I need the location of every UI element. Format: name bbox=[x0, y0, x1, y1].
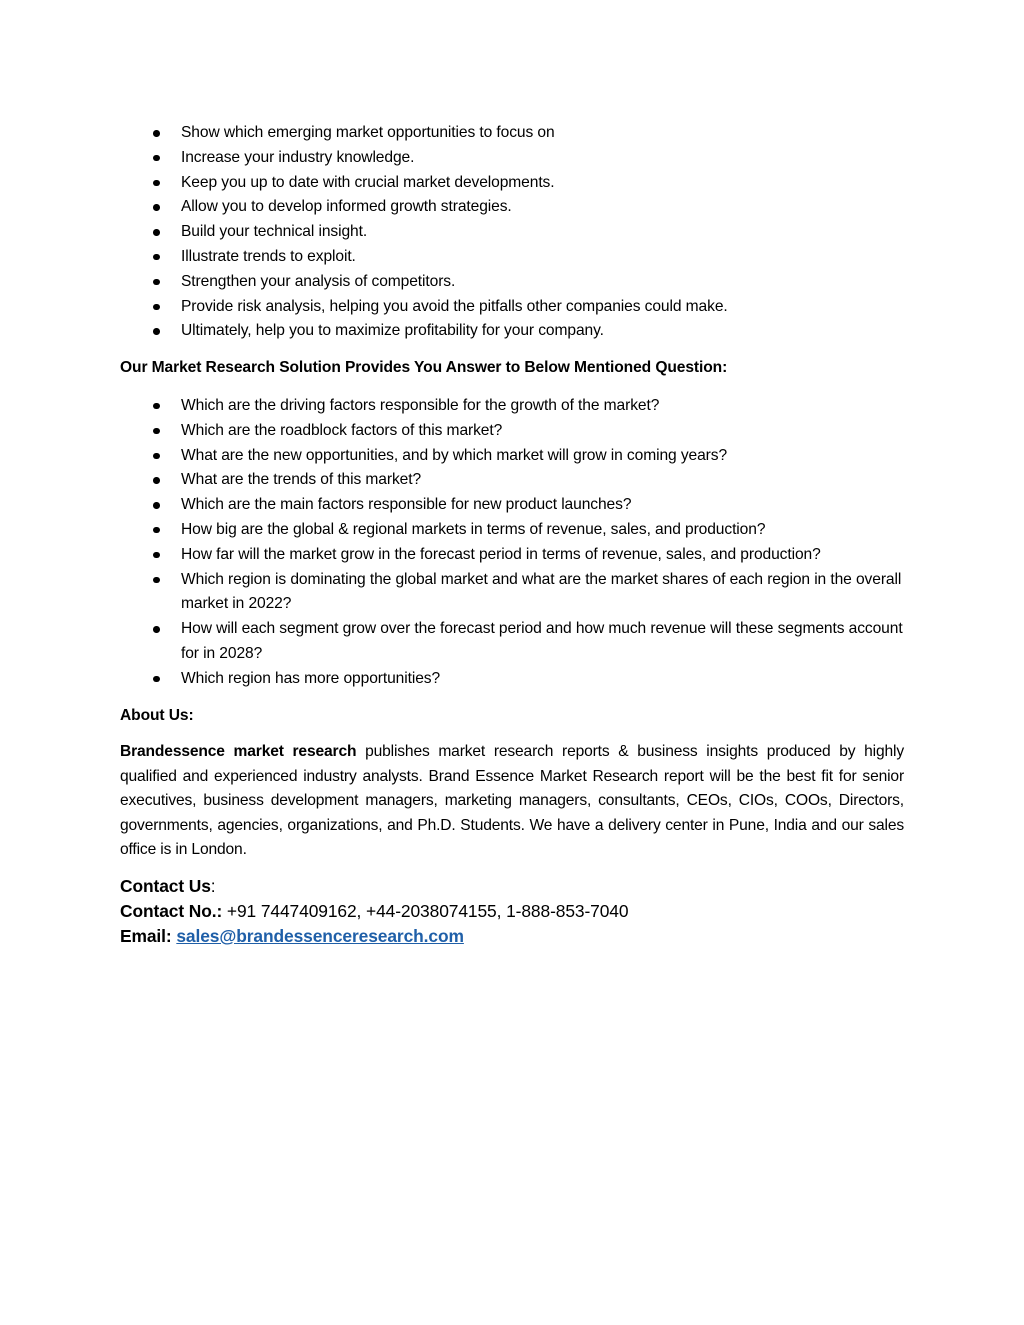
list-item: Which are the main factors responsible for new product launches? bbox=[120, 493, 904, 518]
list-item: Keep you up to date with crucial market developments. bbox=[120, 171, 904, 196]
contact-phone-label: Contact No.: bbox=[120, 901, 223, 922]
about-heading: About Us: bbox=[120, 706, 194, 724]
list-item: Increase your industry knowledge. bbox=[120, 146, 904, 171]
contact-email-link[interactable]: sales@brandessenceresearch.com bbox=[176, 925, 464, 946]
list-item: Show which emerging market opportunities to focus on bbox=[120, 121, 904, 146]
contact-heading-colon: : bbox=[210, 876, 216, 897]
contact-heading: Contact Us bbox=[120, 876, 211, 897]
questions-list bbox=[120, 394, 904, 692]
list-item: Provide risk analysis, helping you avoid the pitfalls other companies could make. bbox=[120, 295, 904, 320]
list-item: Which are the roadblock factors of this market? bbox=[120, 419, 904, 444]
list-item: Ultimately, help you to maximize profitability for your company. bbox=[120, 319, 904, 344]
contact-email-label: Email: bbox=[120, 925, 172, 946]
list-item: Strengthen your analysis of competitors. bbox=[120, 270, 904, 295]
list-item: What are the trends of this market? bbox=[120, 468, 904, 493]
list-item: Allow you to develop informed growth strategies. bbox=[120, 195, 904, 220]
list-item: How far will the market grow in the forecast period in terms of revenue, sales, and production? bbox=[120, 543, 904, 568]
about-paragraph bbox=[120, 740, 904, 862]
page-content bbox=[120, 121, 904, 949]
list-item: How will each segment grow over the forecast period and how much revenue will these segments account for in 2028? bbox=[120, 617, 904, 667]
list-item: Build your technical insight. bbox=[120, 220, 904, 245]
list-item: Which region has more opportunities? bbox=[120, 667, 904, 692]
contact-phone-value: +91 7447409162, +44-2038074155, 1-888-853-7040 bbox=[222, 901, 629, 922]
contact-phone-line bbox=[120, 899, 904, 924]
company-name: Brandessence market research bbox=[120, 743, 357, 761]
list-item: Illustrate trends to exploit. bbox=[120, 245, 904, 270]
list-item: Which region is dominating the global market and what are the market shares of each region in the overall market in 2022? bbox=[120, 568, 904, 618]
list-item: What are the new opportunities, and by which market will grow in coming years? bbox=[120, 444, 904, 469]
contact-email-line bbox=[120, 924, 904, 949]
list-item: How big are the global & regional markets in terms of revenue, sales, and production? bbox=[120, 518, 904, 543]
contact-block bbox=[120, 874, 904, 948]
benefits-list bbox=[120, 121, 904, 344]
questions-heading: Our Market Research Solution Provides You Answer to Below Mentioned Question: bbox=[120, 359, 728, 377]
contact-heading-line bbox=[120, 874, 904, 899]
about-text: publishes market research reports & business insights produced by highly qualified and experienced industry analysts. Brand Essence Market Research report will be the best fit for senior executives, business development managers, marketing managers, consultants, CEOs, CIOs, COOs, Directors, governments, agencies, organizations, and Ph.D. Students. We have a delivery center in Pune, India and our sales office is in London. bbox=[120, 743, 904, 858]
list-item: Which are the driving factors responsible for the growth of the market? bbox=[120, 394, 904, 419]
